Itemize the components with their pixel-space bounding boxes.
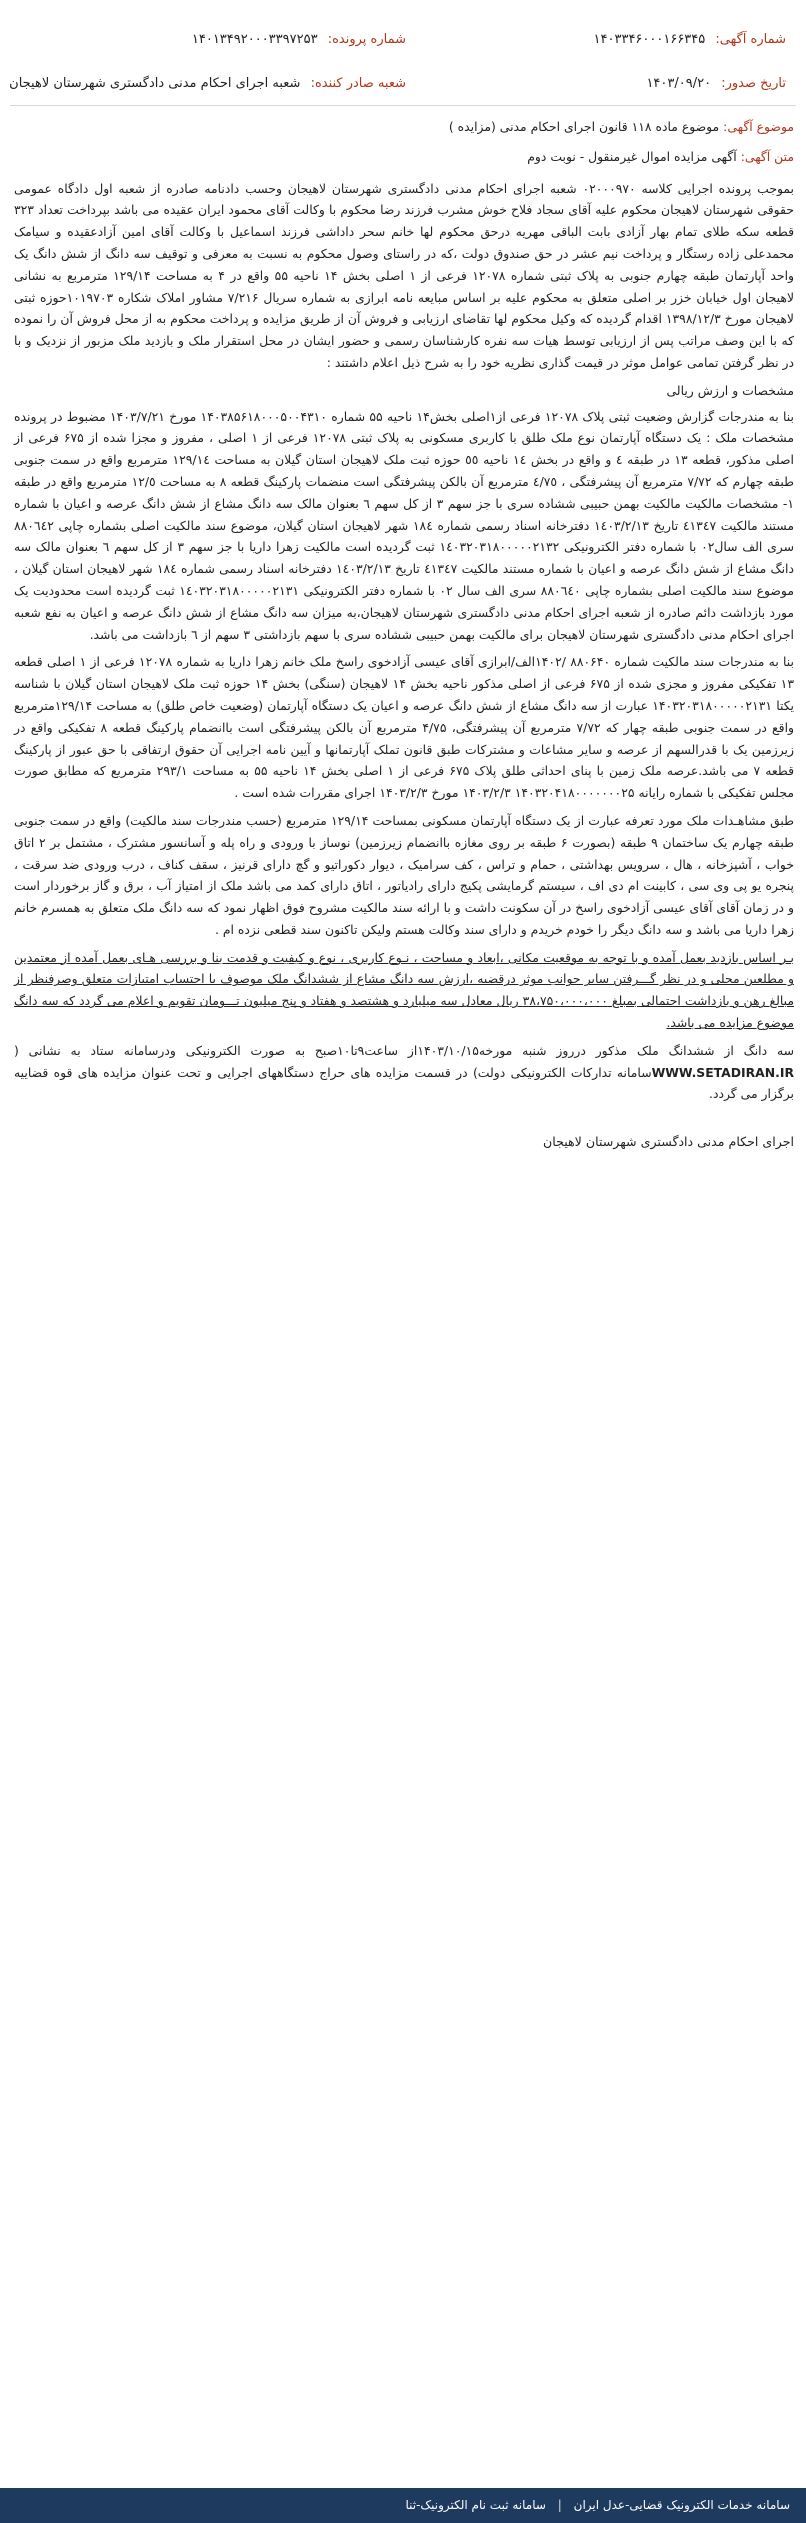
ad-number-cell xyxy=(594,28,786,52)
paragraph-registration: بنا به مندرجات گزارش وضعیت ثبتی پلاک ۱۲۰۷۸ فرعی از۱اصلی بخش۱۴ ناحیه ۵۵ شماره ۱۴۰۳۸۵۶۱۸۰۰۰۵۰۰۴۳۱۰ مورخ ۱۴۰۳/۷/۲۱ مضبوط در پرونده مشخصات ملک : یک دستگاه آپارتمان نوع ملک طلق با کاربری مسکونی به پلاک ثبتی ۱۲۰۷۸ فرعی از ۱ اصلی ، مفروز و مجزا شده از ۶۷۵ فرعی از اصلی مذکور، قطعه ۱۳ در طبقه ٤ و واقع در بخش ١٤ ناحیه ٥٥ حوزه ثبت ملک لاهیجان استان گیلان به مساحت ١٢٩/١٤ مترمربع واقع در سمت جنوبی طبقه چهارم که ۷/۷۲ مترمربع آن پیشرفتگی ، ٤/٧٥ مترمربع آن بالکن پیشرفتگی است منضمات پارکینگ قطعه ٨ به مساحت ١٢/٥ مترمربع واقع در طبقه ١- مشخصات مالکیت مالکیت بهمن حبیبی ششاده سری با جز سهم ٣ از کل سهم ٦ بعنوان مالک سه دانگ مشاع از شش دانگ عرصه و اعیان با شماره مستند مالکیت ٤١٣٤٧ تاریخ ١٤٠٣/٢/١٣ دفترخانه اسناد رسمی شماره ١٨٤ شهر لاهیجان استان گیلان، موضوع سند مالکیت اصلی بشماره چاپی ٨٨٠٦٤٢ سری الف سال٠٢ با شماره دفتر الکترونیکی ١٤٠٣٢٠٣١٨٠٠٠٠٠٢١٣٢ ثبت گردیده است مالکیت زهرا داریا با جز سهم ٣ از کل سهم ٦ بعنوان مالک سه دانگ مشاع از شش دانگ عرصه و اعیان با شماره مستند مالکیت ٤١٣٤٧ تاریخ ١٤٠٣/٢/١٣ دفترخانه اسناد رسمی شماره ١٨٤ شهر لاهیجان استان گیلان ، موضوع سند مالکیت اصلی بشماره چاپی ٨٨٠٦٤٠ سری الف سال ٠٢ با شماره دفتر الکترونیکی ١٤٠٣٢٠٣١٨٠٠٠٠٠٢١٣١ ثبت گردیده است محدودیت یک مورد بازداشت دائم صادره از شعبه اجرای احکام مدنی دادگستری شهرستان لاهیجان،به میزان سه دانگ مشاع از شش دانگ عرصه و اعیان به نفع شعبه اجرای احکام مدنی دادگستری شهرستان لاهیجان برای مالکیت بهمن حبیبی ششاده سری با سهم بازداشتی ٣ سهم از ٦ بازداشت می باشد. xyxy=(14,408,794,642)
header-row-1 xyxy=(10,28,796,52)
signature: اجرای احکام مدنی دادگستری شهرستان لاهیجان xyxy=(543,1134,794,1150)
file-number-cell xyxy=(192,28,406,52)
notice-title-text: آگهی مزایده اموال غیرمنقول - نوبت دوم xyxy=(527,148,737,164)
subject-label: موضوع آگهی: xyxy=(723,119,794,134)
footer-links xyxy=(405,2488,790,2523)
issue-date-label: تاریخ صدور: xyxy=(721,76,786,91)
paragraph-deed: بنا به مندرجات سند مالکیت شماره ۸۸۰۶۴۰ /۱۴۰۲الف/ابرازی آقای عیسی آزادخوی راسخ ملک خانم زهرا داریا به شماره ۱۲۰۷۸ فرعی از ۱ اصلی قطعه ۱۳ تفکیکی مفروز و مجزی شده از ۶۷۵ فرعی از اصلی مذکور ناحیه بخش ۱۴ لاهیجان (سنگی) بخش ۱۴ حوزه ثبت ملک لاهیجان استان گیلان با شناسه یکتا ۱۴۰۳۲۰۳۱۸۰۰۰۰۰۲۱۳۱ عبارت از سه دانگ مشاع از شش دانگ عرصه و اعیان یک دستگاه آپارتمان (وضعیت خاص طلق) به مساحت ۱۲۹/۱۴مترمربع واقع در سمت جنوبی طبقه چهار که ۷/۷۲ مترمربع آن پیشرفتگی، ۴/۷۵ مترمربع آن بالکن پیشرفتگی است باانضمام پارکینگ قطعه ۸ تفکیکی واقع در زیرزمین یک با قدرالسهم از عرصه و سایر مشاعات و مشترکات طبق قانون تملک آپارتمانها و آیین نامه اجرایی آن حقوق ارتفاقی با حق عبور از پارکینگ قطعه ۷ می باشد.عرصه ملک زمین با پنای احداثی طلق پلاک ۶۷۵ فرعی از ۱ اصلی بخش ۱۴ ناحیه ۵۵ به مساحت ۲۹۳/۱ مترمربع که مطابق صورت مجلس تفکیکی با شماره رایانه ۱۴۰۳۲۰۴۱۸۰۰۰۰۰۰۰۲۵ ۱۴۰۳/۲/۳ مورخ ۱۴۰۳/۲/۳ اجرای مقررات شده است . xyxy=(14,654,794,801)
header-divider xyxy=(10,105,796,106)
issuer-cell xyxy=(9,72,406,96)
paragraph-intro: بموجب پرونده اجرایی کلاسه ۰۲۰۰۰۹۷۰ شعبه اجرای احکام مدنی دادگستری شهرستان لاهیجان وحسب دادنامه صادره از شعبه اول دادگاه عمومی حقوقی شهرستان لاهیجان محکوم علیه آقای سجاد فلاح خوش مشرب فرزند رضا محکوم با وکالت آقای محمود ایران عقیده می باشد بپرداخت تعداد ۳۲۳ قطعه سکه طلای تمام بهار آزادی بابت الباقی مهریه درحق محکوم لها خانم سحر داداشی فرزند اسماعیل با وکالت آقای امین آزادعقیده و سیامک محمدعلی زاده رستگار و پرداخت نیم عشر در حق صندوق دولت ،که در راستای وصول محکوم به نسبت به معرفی و توقیف سه دانگ از شش دانگ یک واحد آپارتمان طبقه چهارم جنوبی به پلاک ثبتی شماره ۱۲۰۷۸ فرعی از ۱ اصلی بخش ۱۴ ناحیه ۵۵ واقع در ۴ به مساحت ۱۲۹/۱۴ مترمربع به نشانی لاهیجان اول خیابان خزر بر اصلی متعلق به محکوم علیه بر اساس مبایعه نامه ابرازی به شماره سریال ۷/۲۱۶ مشاور املاک شکاره ۱۰۱۹۷۰۳حوزه ثبتی لاهیجان مورخ ۱۳۹۸/۱۲/۳ اقدام گردیده که وکیل محکوم لها تقاضای ارزیابی و فروش آن از طریق مزایده و پرداخت محکوم به از محل فروش آن را نموده که با این وصف مراتب پس از ارزیابی توسط هیات سه نفره کارشناسان رسمی و حضور ایشان در محل استقرار ملک و بازدید ملک مزبور از نزدیک و با در نظر گرفتن تمامی عوامل موثر در قیمت گذاری نظریه خود را به شرح ذیل اعلام داشتند : xyxy=(14,180,795,370)
subject-line xyxy=(14,116,794,138)
issuer-label: شعبه صادر کننده: xyxy=(310,76,406,91)
footer-separator: | xyxy=(557,2498,562,2512)
ad-number-label: شماره آگهی: xyxy=(715,32,786,47)
setad-website-link[interactable]: WWW.SETADIRAN.IR xyxy=(651,1064,794,1080)
file-number-value: ۱۴۰۱۳۴۹۲۰۰۰۳۳۹۷۲۵۳ xyxy=(191,32,318,47)
header-row-2 xyxy=(10,72,796,96)
issuer-value: شعبه اجرای احکام مدنی دادگستری شهرستان لاهیجان xyxy=(9,76,301,91)
notice-header xyxy=(10,20,796,100)
paragraph-valuation: بـر اساس بازدید بعمل آمده و با توجه به موقعیت مکانی ،ابعاد و مساحت ، نـوع کاربری ، نوع و کیفیت و قدمت بنا و بررسی هـای بعمل آمده از معتمدین و مطلعین محلی و در نظر گـــرفتن سایر جوانب موثر درقضیه ،ارزش سه دانگ مشاع از ششدانگ ملک موصوف با احتساب امتیازات متعلق وصرفنظر از مبالغ رهن و بازداشت احتمالی بمبلغ ۳۸،۷۵۰،۰۰۰،۰۰۰ ریال معادل سه میلیارد و هشتصد و هفتاد و پنج میلیون تـــومان تقویم و اعلام می گردد که سه دانگ موضوع مزایده می باشد. xyxy=(14,949,794,1031)
section-heading: مشخصات و ارزش ریالی xyxy=(666,382,794,398)
footer-link-sana[interactable]: سامانه ثبت نام الکترونیک-ثنا xyxy=(405,2498,546,2512)
notice-title-label: متن آگهی: xyxy=(740,148,794,164)
auction-text: سه دانگ از ششدانگ ملک مذکور درروز شنبه مورخه۱۴۰۳/۱۰/۱۵از ساعت۹تا۱۰صبح به صورت الکترونیکی ودرسامانه ستاد به نشانی ( xyxy=(14,1042,794,1058)
notice-body xyxy=(14,112,794,1166)
file-number-label: شماره پرونده: xyxy=(327,32,406,47)
ad-number-value: ۱۴۰۳۳۴۶۰۰۰۱۶۶۳۴۵ xyxy=(593,32,706,47)
site-footer xyxy=(0,2488,806,2523)
notice-title-line xyxy=(14,146,794,168)
issue-date-cell xyxy=(646,72,786,96)
paragraph-auction xyxy=(14,1040,794,1105)
subject-text: موضوع ماده ۱۱۸ قانون اجرای احکام مدنی (مزایده ) xyxy=(448,119,720,134)
footer-link-adl-iran[interactable]: سامانه خدمات الکترونیک قضایی-عدل ایران xyxy=(573,2498,790,2512)
paragraph-inspection: طبق مشاهـدات ملک مورد تعرفه عبارت از یک دستگاه آپارتمان مسکونی بمساحت ۱۲۹/۱۴ مترمربع (حسب مندرجات سند مالکیت) واقع در سمت جنوبی طبقه چهارم یک ساختمان ۹ طبقه (بصورت ۶ طبقه بر روی مغازه باانضمام زیرزمین) نوساز با ورودی و راه پله و آسانسور مشترک ، مشتمل بر ۲ اتاق خواب ، آشپزخانه ، هال ، سرویس بهداشتی ، حمام و تراس ، کف سرامیک ، دیوار دکوراتیو و گچ دارای قرنیز ، سقف کناف ، درب ورودی ضد سرقت ، پنجره یو پی وی سی ، کابینت ام دی اف ، سیستم گرمایشی پکیج دارای رادیاتور ، اتاق دارای کمد می باشد ملک از امتیاز آب ، برق و گاز برخوردار است و در زمان آقای آقای عیسی آزادخوی راسخ در آن سکونت داشت و با ارائه سند مالکیت مشروح فوق اظهار نمود که سه دانگ ملک متعلق به همسرم خانم زهرا داریا می باشد و سه دانگ دیگر را خودم خریدم و دارای سند وکالت هستم ولیکن تاکنون سند قطعی نزده ام . xyxy=(14,812,795,937)
issue-date-value: ۱۴۰۳/۰۹/۲۰ xyxy=(646,76,712,91)
auction-text-after: سامانه تدارکات الکترونیکی دولت) در قسمت مزایده های حراج دستگاههای اجرایی و تحت عنوان مزایده های قوه قضاییه برگزار می گردد. xyxy=(14,1064,794,1102)
